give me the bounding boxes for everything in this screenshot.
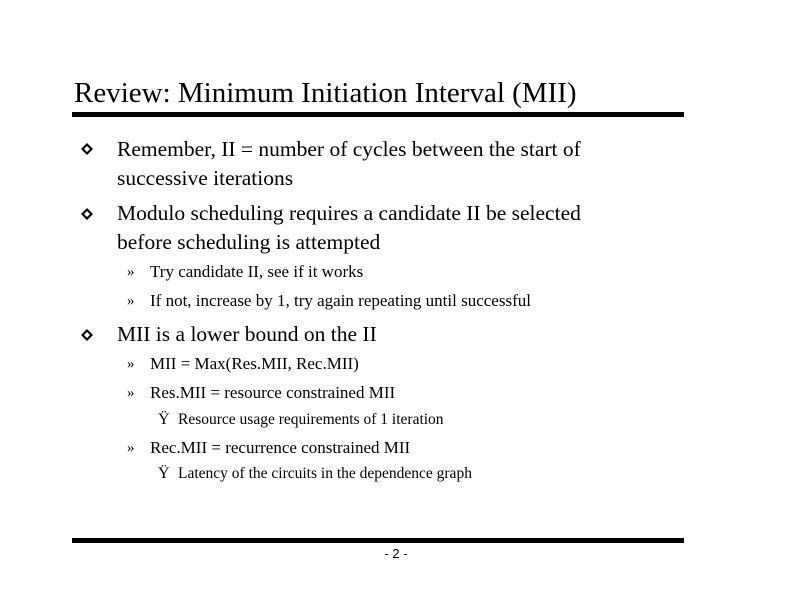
subbullet-increase: If not, increase by 1, try again repeating until successful (150, 291, 531, 310)
bullet-1-line-1: Remember, II = number of cycles between the start of (117, 137, 581, 161)
subbullet-mii-max: MII = Max(Res.MII, Rec.MII) (150, 354, 359, 373)
bullet-2-line-1: Modulo scheduling requires a candidate II be selected (117, 201, 581, 225)
diamond-bullet-icon (80, 328, 94, 342)
detail-latency: Latency of the circuits in the dependence graph (178, 465, 472, 482)
subbullet-recmii: Rec.MII = recurrence constrained MII (150, 438, 411, 457)
sub-bullet-marker: » (127, 385, 135, 401)
diamond-bullet-icon (80, 142, 94, 156)
sub-bullet-marker: » (127, 264, 135, 280)
page-number: - 2 - (384, 546, 408, 561)
title-divider (72, 112, 684, 117)
bullet-1-line-2: successive iterations (117, 166, 294, 190)
bullet-2-line-2: before scheduling is attempted (117, 230, 381, 254)
sub-bullet-marker: » (127, 293, 135, 309)
detail-resource-usage: Resource usage requirements of 1 iteration (178, 411, 444, 428)
footer-divider (72, 538, 684, 543)
bullet-3-line-1: MII is a lower bound on the II (117, 322, 377, 346)
sub-bullet-marker: » (127, 356, 135, 372)
sub-bullet-marker: » (127, 440, 135, 456)
subbullet-try-candidate: Try candidate II, see if it works (150, 262, 364, 281)
slide-title: Review: Minimum Initiation Interval (MII) (74, 77, 577, 109)
dot-bullet-marker: Ÿ (158, 465, 170, 482)
subbullet-resmii: Res.MII = resource constrained MII (150, 383, 396, 402)
diamond-bullet-icon (80, 207, 94, 221)
dot-bullet-marker: Ÿ (158, 411, 170, 428)
